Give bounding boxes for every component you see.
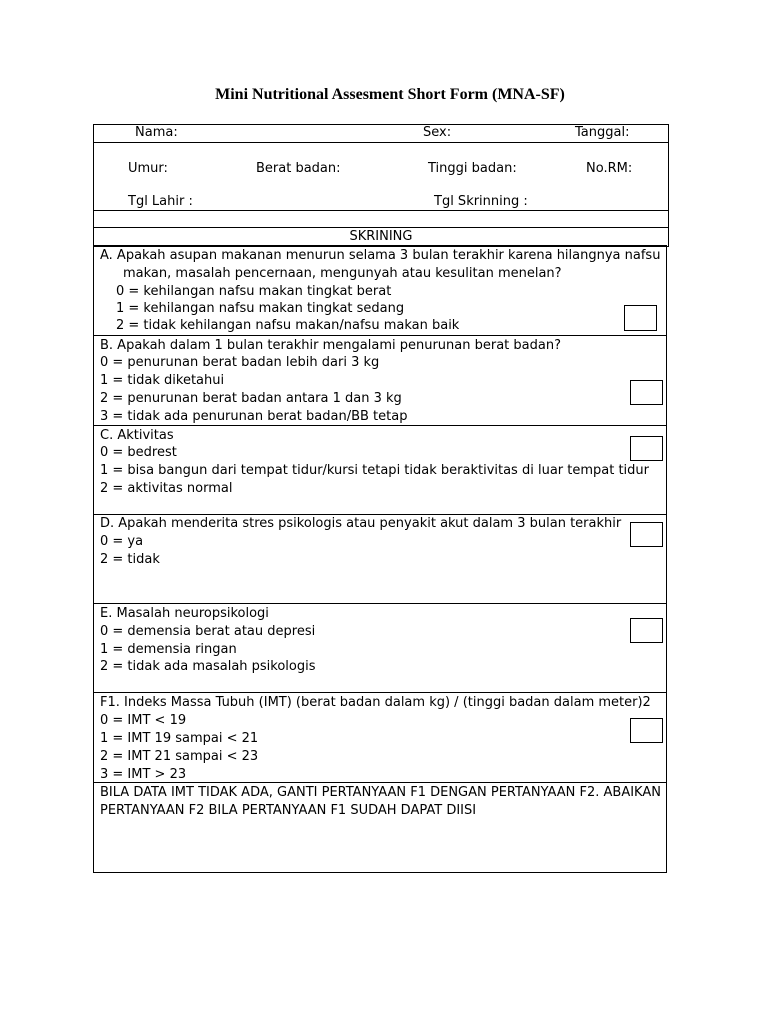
option-e-1: 1 = demensia ringan [100, 642, 237, 657]
option-a-0: 0 = kehilangan nafsu makan tingkat berat [116, 284, 392, 299]
question-a-cont: makan, masalah pencernaan, mengunyah atau kesulitan menelan? [123, 266, 562, 281]
umur-label: Umur: [128, 161, 168, 176]
question-a: A. Apakah asupan makanan menurun selama 3 bulan terakhir karena hilangnya nafsu [100, 248, 661, 263]
option-b-2: 2 = penurunan berat badan antara 1 dan 3 kg [100, 391, 402, 406]
tgl-lahir-label: Tgl Lahir : [128, 194, 193, 209]
note-line-1: BILA DATA IMT TIDAK ADA, GANTI PERTANYAAN F1 DENGAN PERTANYAAN F2. ABAIKAN [100, 785, 661, 800]
option-f1-0: 0 = IMT < 19 [100, 713, 187, 728]
question-e: E. Masalah neuropsikologi [100, 606, 269, 621]
option-d-2: 2 = tidak [100, 552, 160, 567]
option-e-0: 0 = demensia berat atau depresi [100, 624, 316, 639]
option-f1-1: 1 = IMT 19 sampai < 21 [100, 731, 259, 746]
option-d-0: 0 = ya [100, 534, 144, 549]
divider [93, 142, 669, 143]
question-b: B. Apakah dalam 1 bulan terakhir mengalami penurunan berat badan? [100, 338, 561, 353]
score-box-a[interactable] [624, 305, 657, 331]
berat-badan-label: Berat badan: [256, 161, 341, 176]
sex-label: Sex: [423, 125, 452, 140]
option-c-1: 1 = bisa bangun dari tempat tidur/kursi tetapi tidak beraktivitas di luar tempat tidur [100, 463, 650, 478]
option-b-1: 1 = tidak diketahui [100, 373, 225, 388]
option-b-3: 3 = tidak ada penurunan berat badan/BB tetap [100, 409, 408, 424]
option-e-2: 2 = tidak ada masalah psikologis [100, 659, 316, 674]
skrining-heading: SKRINING [349, 229, 413, 244]
question-f1: F1. Indeks Massa Tubuh (IMT) (berat badan dalam kg) / (tinggi badan dalam meter)2 [100, 695, 651, 710]
divider [93, 210, 669, 211]
score-box-b[interactable] [630, 380, 663, 405]
nama-label: Nama: [135, 125, 178, 140]
divider [93, 692, 667, 693]
option-c-2: 2 = aktivitas normal [100, 481, 233, 496]
tanggal-label: Tanggal: [575, 125, 630, 140]
option-c-0: 0 = bedrest [100, 445, 177, 460]
score-box-d[interactable] [630, 522, 663, 547]
tinggi-badan-label: Tinggi badan: [428, 161, 517, 176]
question-c: C. Aktivitas [100, 428, 174, 443]
option-b-0: 0 = penurunan berat badan lebih dari 3 kg [100, 355, 380, 370]
option-f1-3: 3 = IMT > 23 [100, 767, 187, 782]
option-a-1: 1 = kehilangan nafsu makan tingkat sedang [116, 301, 405, 316]
question-d: D. Apakah menderita stres psikologis atau penyakit akut dalam 3 bulan terakhir [100, 516, 622, 531]
tgl-skrinning-label: Tgl Skrinning : [434, 194, 528, 209]
divider [93, 603, 667, 604]
option-f1-2: 2 = IMT 21 sampai < 23 [100, 749, 259, 764]
note-line-2: PERTANYAAN F2 BILA PERTANYAAN F1 SUDAH DAPAT DIISI [100, 803, 477, 818]
divider [93, 335, 667, 336]
score-box-c[interactable] [630, 436, 663, 461]
score-box-e[interactable] [630, 618, 663, 643]
score-box-f1[interactable] [630, 718, 663, 743]
no-rm-label: No.RM: [586, 161, 633, 176]
option-a-2: 2 = tidak kehilangan nafsu makan/nafsu makan baik [116, 318, 460, 333]
form-title: Mini Nutritional Assesment Short Form (MNA-SF) [215, 86, 565, 103]
divider [93, 425, 667, 426]
